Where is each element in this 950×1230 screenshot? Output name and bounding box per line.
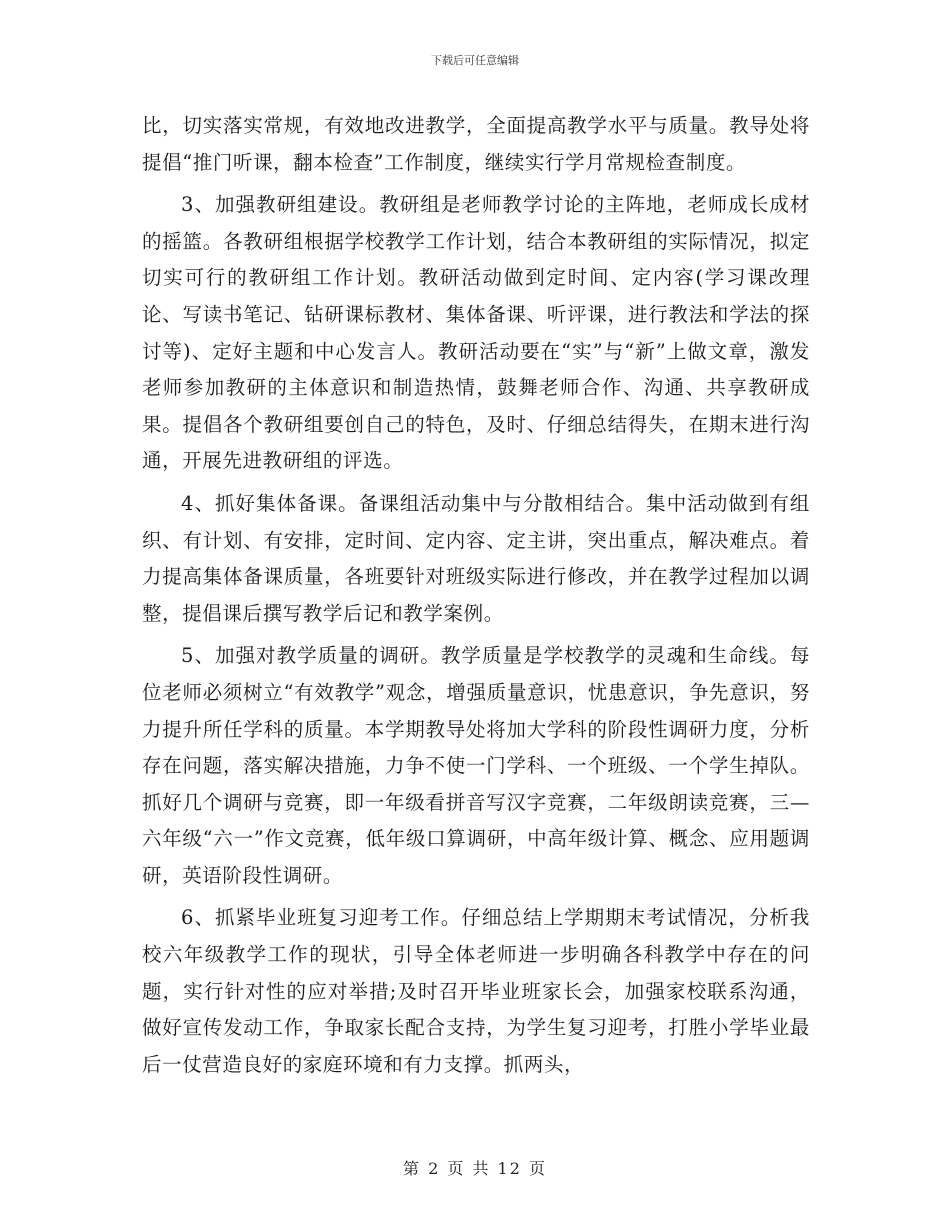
document-body <box>142 108 810 1089</box>
paragraph-item-4: 4、抓好集体备课。备课组活动集中与分散相结合。集中活动做到有组织、有计划、有安排，定时间、定内容、定主讲，突出重点，解决难点。着力提高集体备课质量，各班要针对班级实际进行修改，并在教学过程加以调整，提倡课后撰写教学后记和教学案例。 <box>142 491 810 625</box>
paragraph-continuation: 比，切实落实常规，有效地改进教学，全面提高教学水平与质量。教导处将提倡“推门听课，翻本检查”工作制度，继续实行学月常规检查制度。 <box>142 114 810 174</box>
page-footer: 第 2 页 共 12 页 <box>403 1159 547 1178</box>
paragraph-item-5: 5、加强对教学质量的调研。教学质量是学校教学的灵魂和生命线。每位老师必须树立“有效教学”观念，增强质量意识，忧患意识，争先意识，努力提升所任学科的质量。本学期教导处将加大学科的阶段性调研力度，分析存在问题，落实解决措施，力争不使一门学科、一个班级、一个学生掉队。抓好几个调研与竞赛，即一年级看拼音写汉字竞赛，二年级朗读竞赛，三—六年级“六一”作文竞赛，低年级口算调研，中高年级计算、概念、应用题调研，英语阶段性调研。 <box>142 644 810 887</box>
paragraph-item-6: 6、抓紧毕业班复习迎考工作。仔细总结上学期期末考试情况，分析我校六年级教学工作的现状，引导全体老师进一步明确各科教学中存在的问题，实行针对性的应对举措;及时召开毕业班家长会，加强家校联系沟通，做好宣传发动工作，争取家长配合支持，为学生复习迎考，打胜小学毕业最后一仗营造良好的家庭环境和有力支撑。抓两头， <box>142 906 810 1076</box>
page-header: 下载后可任意编辑 <box>431 54 519 67</box>
paragraph-item-3: 3、加强教研组建设。教研组是老师教学讨论的主阵地，老师成长成材的摇篮。各教研组根据学校教学工作计划，结合本教研组的实际情况，拟定切实可行的教研组工作计划。教研活动做到定时间、定内容(学习课改理论、写读书笔记、钻研课标教材、集体备课、听评课，进行教法和学法的探讨等)、定好主题和中心发言人。教研活动要在“实”与“新”上做文章，激发老师参加教研的主体意识和制造热情，鼓舞老师合作、沟通、共享教研成果。提倡各个教研组要创自己的特色，及时、仔细总结得失，在期末进行沟通，开展先进教研组的评选。 <box>142 193 810 473</box>
